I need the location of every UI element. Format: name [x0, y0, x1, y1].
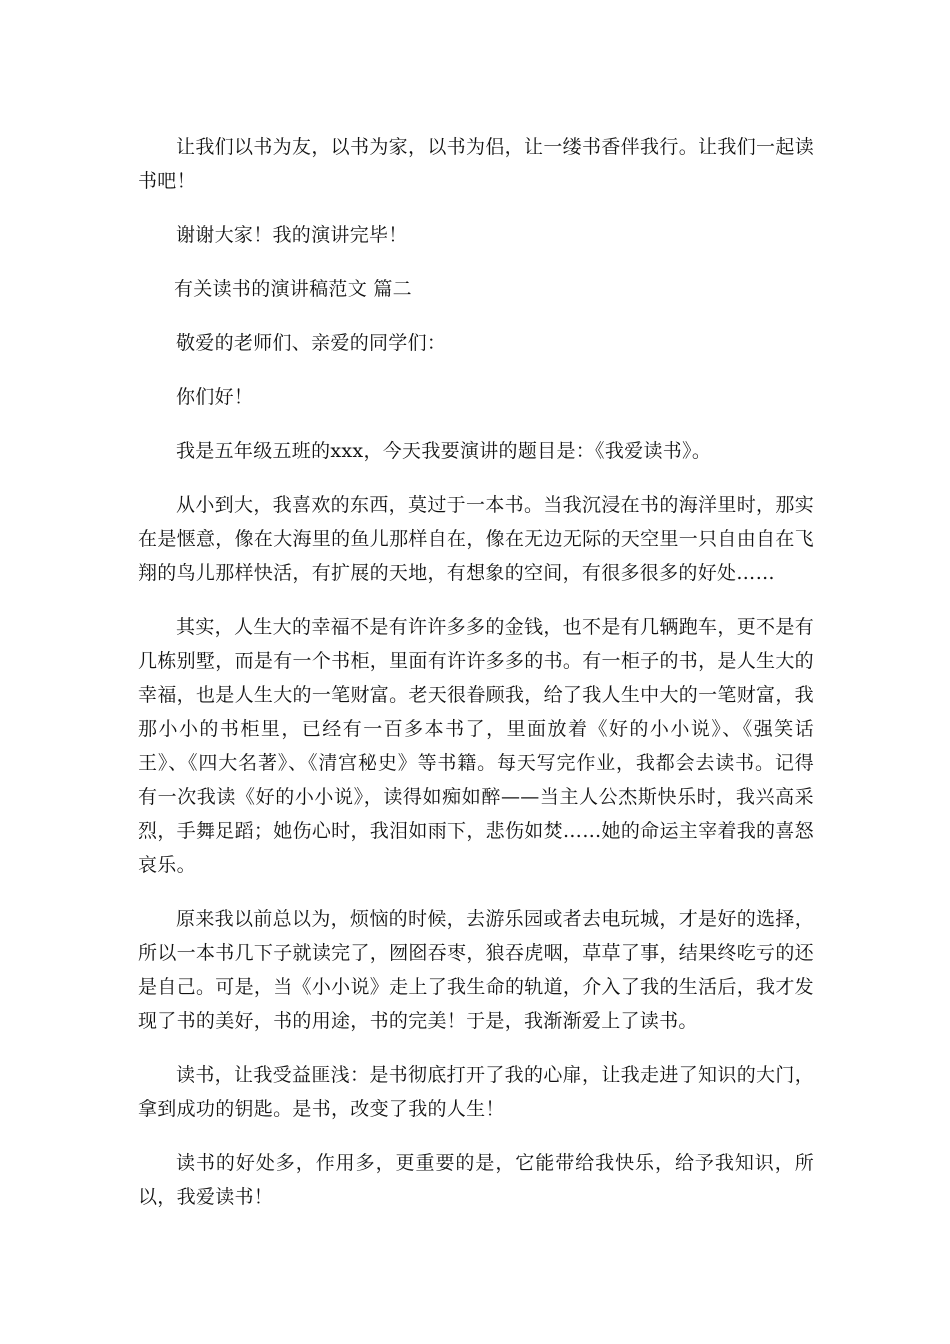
paragraph-intro: 我是五年级五班的xxx，今天我要演讲的题目是：《我爱读书》。: [176, 440, 712, 462]
paragraph-thanks: 谢谢大家！我的演讲完毕！: [176, 224, 408, 246]
paragraph-body-2: 其实，人生大的幸福不是有许许多多的金钱，也不是有几辆跑车，更不是有几栋别墅，而是有一个书柜，里面有许许多多的书。有一柜子的书，是人生大的幸福，也是人生大的一笔财富。老天很眷顾我，给了我人生中大的一笔财富，我那小小的书柜里，已经有一百多本书了，里面放着《好的小小说》、《强笑话王》、《四大名著》、《清宫秘史》等书籍。每天写完作业，我都会去读书。记得有一次我读《好的小小说》，读得如痴如醉——当主人公杰斯快乐时，我兴高采烈，手舞足蹈；她伤心时，我泪如雨下，悲伤如焚……她的命运主宰着我的喜怒哀乐。: [138, 616, 814, 876]
document-page: [138, 130, 814, 1234]
paragraph-body-1: 从小到大，我喜欢的东西，莫过于一本书。当我沉浸在书的海洋里时，那实在是惬意，像在大海里的鱼儿那样自在，像在无边无际的天空里一只自由自在飞翔的鸟儿那样快活，有扩展的天地，有想象的空间，有很多很多的好处……: [138, 494, 814, 584]
paragraph-closing: 让我们以书为友，以书为家，以书为侣，让一缕书香伴我行。让我们一起读书吧！: [138, 136, 814, 192]
paragraph-hello: 你们好！: [176, 386, 254, 408]
paragraph-conclusion: 读书的好处多，作用多，更重要的是，它能带给我快乐，给予我知识，所以，我爱读书！: [138, 1152, 814, 1208]
section-title: 有关读书的演讲稿范文 篇二: [174, 278, 412, 300]
paragraph-greeting: 敬爱的老师们、亲爱的同学们：: [176, 332, 447, 354]
paragraph-body-4: 读书，让我受益匪浅：是书彻底打开了我的心扉，让我走进了知识的大门，拿到成功的钥匙。是书，改变了我的人生！: [138, 1064, 814, 1120]
paragraph-body-3: 原来我以前总以为，烦恼的时候，去游乐园或者去电玩城，才是好的选择，所以一本书几下子就读完了，囫囵吞枣，狼吞虎咽，草草了事，结果终吃亏的还是自己。可是，当《小小说》走上了我生命的轨道，介入了我的生活后，我才发现了书的美好，书的用途，书的完美！于是，我渐渐爱上了读书。: [138, 908, 814, 1032]
